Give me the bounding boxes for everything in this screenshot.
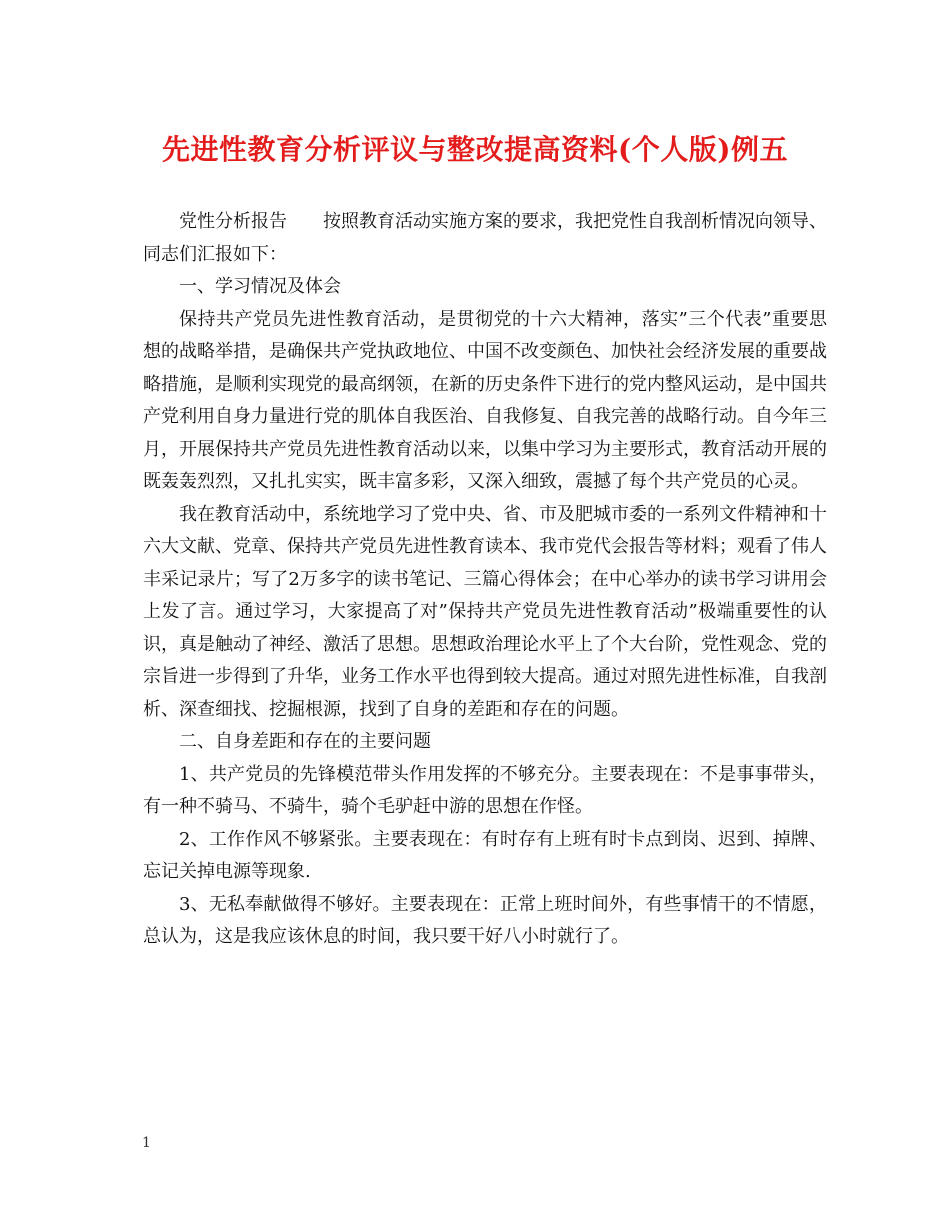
section-heading-problems: 二、自身差距和存在的主要问题 [179, 731, 431, 752]
section-heading-study: 一、学习情况及体会 [179, 276, 341, 297]
problem-item-3: 3、无私奉献做得不够好。主要表现在：正常上班时间外，有些事情干的不情愿，总认为，这是我应该休息的时间，我只要干好八小时就行了。 [143, 893, 827, 947]
paragraph-study-significance: 保持共产党员先进性教育活动，是贯彻党的十六大精神，落实”三个代表”重要思想的战略举措，是确保共产党执政地位、中国不改变颜色、加快社会经济发展的重要战略措施，是顺利实现党的最高纲领，在新的历史条件下进行的党内整风运动，是中国共产党利用自身力量进行党的肌体自我医治、自我修复、自我完善的战略行动。自今年三月，开展保持共产党员先进性教育活动以来，以集中学习为主要形式，教育活动开展的既轰轰烈烈，又扎扎实实，既丰富多彩，又深入细致，震撼了每个共产党员的心灵。 [143, 308, 827, 492]
paragraph-intro: 党性分析报告 按照教育活动实施方案的要求，我把党性自我剖析情况向领导、同志们汇报如下： [143, 211, 827, 265]
document-body [143, 206, 827, 954]
document-title: 先进性教育分析评议与整改提高资料(个人版)例五 [162, 133, 788, 166]
problem-item-1: 1、共产党员的先锋模范带头作用发挥的不够充分。主要表现在：不是事事带头，有一种不骑马、不骑牛，骑个毛驴赶中游的思想在作怪。 [143, 763, 827, 817]
paragraph-study-activities: 我在教育活动中，系统地学习了党中央、省、市及肥城市委的一系列文件精神和十六大文献、党章、保持共产党员先进性教育读本、我市党代会报告等材料；观看了伟人丰采记录片；写了2万多字的读书笔记、三篇心得体会；在中心举办的读书学习讲用会上发了言。通过学习，大家提高了对”保持共产党员先进性教育活动”极端重要性的认识，真是触动了神经、激活了思想。思想政治理论水平上了个大台阶，党性观念、党的宗旨进一步得到了升华，业务工作水平也得到较大提高。通过对照先进性标准，自我剖析、深查细找、挖掘根源，找到了自身的差距和存在的问题。 [143, 503, 827, 720]
page-number: 1 [142, 1135, 151, 1151]
problem-item-2: 2、工作作风不够紧张。主要表现在：有时存有上班有时卡点到岗、迟到、掉牌、忘记关掉电源等现象. [143, 828, 827, 882]
